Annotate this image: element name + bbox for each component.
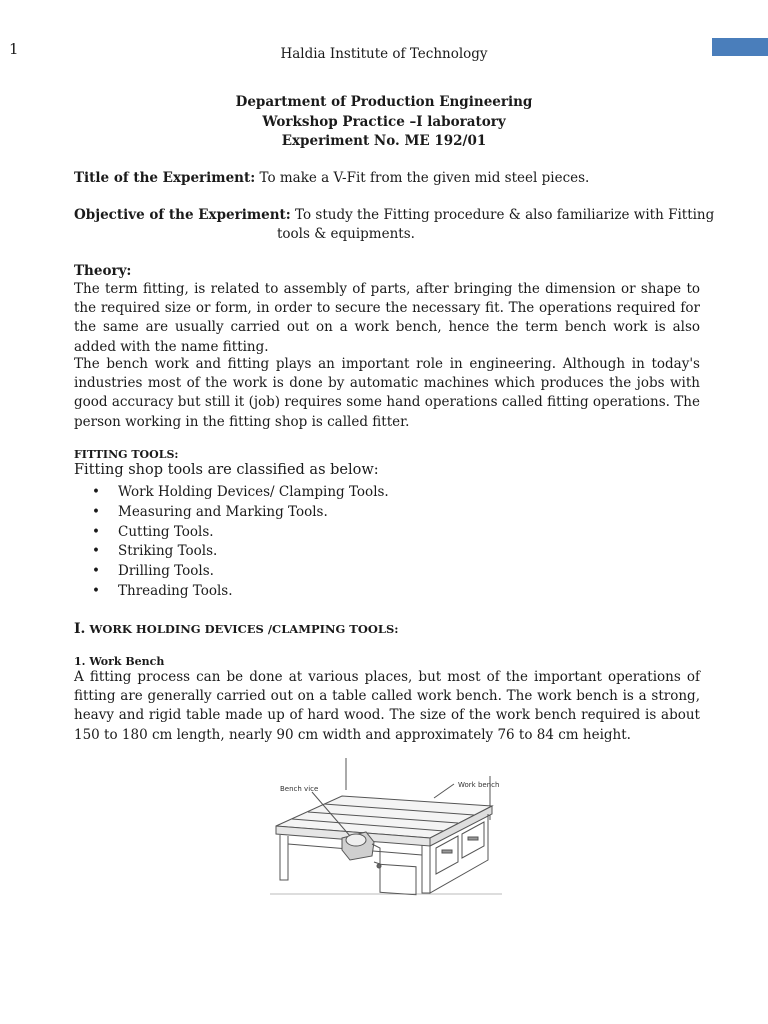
bullet-icon: • (92, 582, 100, 599)
list-item: • Work Holding Devices/ Clamping Tools. (92, 483, 389, 503)
fitting-tools-list (92, 483, 389, 602)
theory-paragraph: The term fitting, is related to assembly of parts, after bringing the dimension or shape to the required size or form, in order to secure the necessary fit. The operations required for the same are usually carried out on a work bench, hence the term bench work is also added with the name fitting. (74, 281, 700, 355)
list-item: • Threading Tools. (92, 582, 389, 602)
page-header: Haldia Institute of Technology (280, 46, 488, 62)
experiment-title (74, 170, 589, 186)
bullet-icon: • (92, 484, 100, 500)
section-numeral: I. (74, 621, 86, 637)
work-bench-label: Work bench (458, 781, 500, 789)
theory-heading: Theory: (74, 263, 132, 279)
department-heading: Department of Production Engineering (235, 94, 533, 110)
experiment-title-text: To make a V-Fit from the given mid steel pieces. (255, 170, 590, 186)
bullet-icon: • (92, 523, 100, 540)
bullet-icon: • (92, 503, 100, 520)
list-item: • Drilling Tools. (92, 562, 389, 582)
experiment-objective-label: Objective of the Experiment: (74, 207, 291, 223)
section-heading (74, 621, 399, 637)
lab-heading: Workshop Practice –I laboratory (262, 114, 506, 130)
work-bench-figure (262, 758, 512, 908)
experiment-title-label: Title of the Experiment: (74, 170, 256, 186)
fitting-tools-heading: FITTING TOOLS: (74, 448, 179, 461)
theory-paragraph: The bench work and fitting plays an important role in engineering. Although in today's industries most of the work is done by automatic machines which produces the jobs with good accuracy but still it (job) requires some hand operations called fitting operations. The person working in the fitting shop is called fitter. (74, 356, 700, 430)
experiment-objective (74, 207, 714, 223)
list-item: • Measuring and Marking Tools. (92, 503, 389, 523)
bullet-icon: • (92, 543, 100, 560)
work-bench-paragraph: A fitting process can be done at various places, but most of the important operations of fitting are generally carried out on a table called work bench. The work bench is a strong, heavy and rigid table made up of hard wood. The size of the work bench required is about 150 to 180 cm length, nearly 90 cm width and approximately 76 to 84 cm height. (74, 669, 700, 743)
experiment-objective-continuation: tools & equipments. (277, 226, 415, 242)
list-item: • Striking Tools. (92, 542, 389, 562)
fitting-tools-intro: Fitting shop tools are classified as below: (74, 462, 379, 478)
bullet-icon: • (92, 563, 100, 580)
list-item: • Cutting Tools. (92, 523, 389, 543)
experiment-number: Experiment No. ME 192/01 (281, 133, 487, 149)
experiment-objective-text: To study the Fitting procedure & also familiarize with Fitting (290, 207, 715, 223)
bench-vice-label: Bench vice (280, 785, 319, 793)
page-number: 1 (9, 40, 19, 58)
section-title: WORK HOLDING DEVICES /CLAMPING TOOLS: (85, 622, 399, 636)
work-bench-heading: 1. Work Bench (74, 655, 165, 668)
